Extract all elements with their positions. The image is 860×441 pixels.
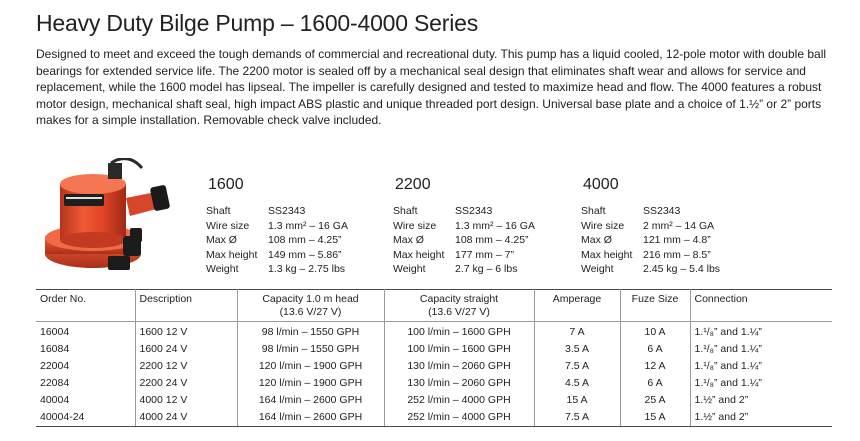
spec-row-shaft: [206, 204, 396, 219]
spec-value: 1.3 kg – 2.75 lbs: [268, 263, 346, 276]
spec-row-max-diameter: [206, 233, 396, 248]
spec-row-wire-size: [393, 219, 583, 234]
cell-description: 1600 24 V: [135, 341, 237, 358]
model-spec-4000: [581, 176, 771, 277]
cell-description: 4000 24 V: [135, 409, 237, 427]
spec-value: 2.45 kg – 5.4 lbs: [643, 263, 721, 276]
cell-fuze-size: 15 A: [620, 409, 690, 427]
cell-order-no: 40004: [36, 392, 135, 409]
product-description: Designed to meet and exceed the tough demands of commercial and recreational duty. This pump has a liquid cooled, 12-pole motor with double ball bearings for extended service life. The 2200 motor is sealed off by a mechanical seal design that eliminates shaft wear and allows for service and replacement, while the 1600 model has lipseal. The impeller is carefully designed and tested to maximize head and flow. The 4000 features a robust motor design, mechanical shaft seal, high impact ABS plastic and unique threaded port design. Universal base plate and a choice of 1.½” or 2” ports makes for a simple installation. Removable check valve included.: [36, 47, 827, 128]
cell-capacity-straight: 100 l/min – 1600 GPH: [384, 322, 534, 342]
column-header-description: Description: [135, 290, 237, 322]
spec-value: 2.7 kg – 6 lbs: [455, 263, 518, 276]
table-row: [36, 341, 832, 358]
table-row: [36, 392, 832, 409]
cell-connection: 1.¹/₈” and 1.¼”: [694, 377, 762, 389]
column-header-capacity-straight: Capacity straight (13.6 V/27 V): [384, 290, 534, 322]
cell-order-no: 22084: [36, 375, 135, 392]
spec-label: Shaft: [393, 205, 418, 217]
cell-connection: 1.½” and 2”: [694, 394, 749, 406]
cell-capacity-straight: 252 l/min – 4000 GPH: [384, 392, 534, 409]
cell-capacity-head: 164 l/min – 2600 GPH: [237, 392, 384, 409]
spec-label: Shaft: [581, 205, 606, 217]
spec-label: Max Ø: [206, 234, 237, 247]
spec-label: Max height: [581, 248, 633, 261]
spec-label: Max height: [393, 248, 445, 261]
spec-row-max-height: [581, 248, 771, 263]
spec-label: Max height: [206, 248, 258, 261]
spec-value: 149 mm – 5.86”: [268, 248, 342, 261]
page-title: Heavy Duty Bilge Pump – 1600-4000 Series: [36, 10, 479, 36]
cell-description: 4000 12 V: [135, 392, 237, 409]
model-name: 2200: [395, 176, 431, 193]
spec-value: 177 mm – 7”: [455, 248, 514, 261]
table-row: [36, 375, 832, 392]
cell-order-no: 16004: [36, 322, 135, 342]
cell-connection: 1.¹/₈” and 1.¼”: [694, 360, 762, 372]
spec-row-max-diameter: [581, 233, 771, 248]
spec-value: 108 mm – 4.25”: [455, 234, 529, 247]
cell-connection: 1.¹/₈” and 1.¼”: [694, 343, 762, 355]
spec-label: Wire size: [206, 219, 250, 232]
spec-label: Wire size: [581, 219, 625, 232]
cell-capacity-head: 120 l/min – 1900 GPH: [237, 358, 384, 375]
cell-connection: 1.½” and 2”: [690, 409, 832, 427]
cell-description: 1600 12 V: [135, 322, 237, 342]
spec-label: Wire size: [393, 219, 437, 232]
cell-capacity-straight: 252 l/min – 4000 GPH: [384, 409, 534, 427]
cell-connection: 1.¹/₈” and 1.¼”: [694, 326, 762, 338]
spec-value: 1.3 mm² – 16 GA: [268, 219, 348, 232]
cell-capacity-straight: 130 l/min – 2060 GPH: [384, 358, 534, 375]
model-spec-1600: [206, 176, 396, 277]
cell-order-no: 40004-24: [36, 409, 135, 427]
table-row: [36, 358, 832, 375]
model-spec-2200: [393, 176, 583, 277]
model-name: 1600: [208, 176, 244, 193]
spec-value: 121 mm – 4.8”: [643, 234, 711, 247]
table-row: [36, 409, 832, 427]
cell-amperage: 7.5 A: [534, 358, 620, 375]
cell-capacity-head: 98 l/min – 1550 GPH: [237, 341, 384, 358]
cell-amperage: 7 A: [534, 322, 620, 342]
spec-row-shaft: [393, 204, 583, 219]
column-header-amperage: Amperage: [534, 290, 620, 322]
spec-label: Weight: [581, 263, 614, 276]
cell-description: 2200 12 V: [135, 358, 237, 375]
spec-label: Max Ø: [581, 234, 612, 247]
order-table: [36, 289, 832, 427]
spec-label: Weight: [393, 263, 426, 276]
column-header-fuze-size: Fuze Size: [620, 290, 690, 322]
column-header-connection: Connection: [690, 290, 832, 322]
spec-value: SS2343: [643, 205, 681, 217]
spec-row-weight: [393, 262, 583, 277]
spec-value: 1.3 mm² – 16 GA: [455, 219, 535, 232]
table-header-row: [36, 290, 832, 322]
spec-value: SS2343: [455, 205, 493, 217]
cell-fuze-size: 12 A: [620, 358, 690, 375]
spec-row-max-diameter: [393, 233, 583, 248]
cell-capacity-head: 120 l/min – 1900 GPH: [237, 375, 384, 392]
bilge-pump-image: [38, 158, 186, 280]
cell-amperage: 15 A: [534, 392, 620, 409]
spec-row-weight: [581, 262, 771, 277]
cell-description: 2200 24 V: [135, 375, 237, 392]
spec-row-shaft: [581, 204, 771, 219]
column-header-capacity-head: Capacity 1.0 m head (13.6 V/27 V): [237, 290, 384, 322]
cell-amperage: 4.5 A: [534, 375, 620, 392]
cell-order-no: 16084: [36, 341, 135, 358]
table-row: [36, 322, 832, 342]
cell-fuze-size: 6 A: [620, 375, 690, 392]
cell-capacity-head: 98 l/min – 1550 GPH: [237, 322, 384, 342]
cell-amperage: 7.5 A: [534, 409, 620, 427]
model-name: 4000: [583, 176, 619, 193]
spec-label: Shaft: [206, 205, 231, 217]
spec-value: 108 mm – 4.25”: [268, 234, 342, 247]
spec-row-wire-size: [581, 219, 771, 234]
cell-capacity-straight: 130 l/min – 2060 GPH: [384, 375, 534, 392]
cell-amperage: 3.5 A: [534, 341, 620, 358]
spec-row-wire-size: [206, 219, 396, 234]
cell-order-no: 22004: [36, 358, 135, 375]
cell-capacity-head: 164 l/min – 2600 GPH: [237, 409, 384, 427]
spec-label: Weight: [206, 263, 239, 276]
cell-fuze-size: 10 A: [620, 322, 690, 342]
spec-value: 2 mm² – 14 GA: [643, 219, 715, 232]
cell-fuze-size: 25 A: [620, 392, 690, 409]
spec-row-max-height: [393, 248, 583, 263]
cell-fuze-size: 6 A: [620, 341, 690, 358]
spec-row-max-height: [206, 248, 396, 263]
spec-value: SS2343: [268, 205, 306, 217]
spec-label: Max Ø: [393, 234, 424, 247]
cell-capacity-straight: 100 l/min – 1600 GPH: [384, 341, 534, 358]
spec-row-weight: [206, 262, 396, 277]
spec-value: 216 mm – 8.5”: [643, 248, 711, 261]
column-header-order-no: Order No.: [36, 290, 135, 322]
